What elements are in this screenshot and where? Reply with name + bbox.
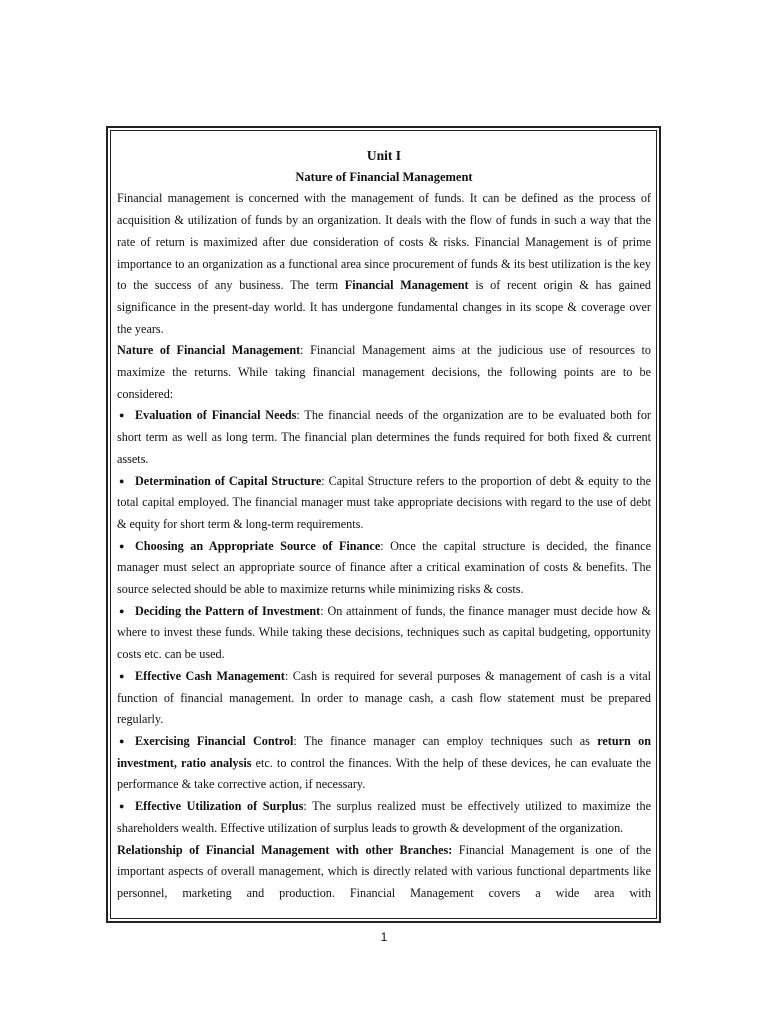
bullet-icon: ● [119,605,125,616]
bullet-investment-pattern [117,601,651,666]
relationship-paragraph [117,840,651,905]
bullet-cash-management [117,666,651,731]
bullet-source-of-finance [117,536,651,601]
bullet-term: Effective Cash Management [135,668,285,683]
bullet-evaluation [117,405,651,470]
relationship-text: Financial Management is one of the important aspects of overall management, which is directly related with various functional departments like personnel, marketing and production. Financial Management covers a wide area with [117,842,651,900]
nature-text: : Financial Management aims at the judicious use of resources to maximize the returns. While taking financial management decisions, the following points are to be considered: [117,343,651,401]
bullet-text: : The surplus realized must be effectively utilized to maximize the shareholders wealth. Effective utilization of surplus leads to growth & development of the organization. [117,799,651,835]
chapter-title: Nature of Financial Management [295,169,473,184]
bullet-term: Deciding the Pattern of Investment [135,603,321,618]
document-body [117,145,651,905]
relationship-heading: Relationship of Financial Management with other Branches: [117,842,453,857]
unit-title: Unit I [366,148,402,163]
bullet-term: Exercising Financial Control [135,733,294,748]
bullet-icon: ● [119,735,125,746]
bullet-icon: ● [119,801,125,812]
nature-paragraph [117,340,651,405]
bullet-financial-control [117,731,651,796]
bullet-text: : On attainment of funds, the finance manager must decide how & where to invest these funds. While taking these decisions, techniques such as capital budgeting, opportunity costs etc. can be used. [117,603,652,662]
bullet-icon: ● [119,540,125,551]
bullet-text: : Cash is required for several purposes & management of cash is a vital function of financial management. In order to manage cash, a cash flow statement must be prepared regularly. [117,668,651,727]
bullet-capital-structure [117,471,651,536]
page-inner-border [110,130,657,919]
bullet-term: Determination of Capital Structure [135,473,322,488]
bullet-icon: ● [119,670,125,681]
intro-paragraph [117,188,651,340]
bullet-emphasis: return on investment, ratio analysis [117,733,652,770]
intro-text-2: is of recent origin & has gained significance in the present-day world. It has undergone fundamental changes in its scope & coverage over the years. [117,278,651,336]
bullet-term: Evaluation of Financial Needs [135,408,297,423]
bullet-icon: ● [119,410,125,421]
bullet-text: : Once the capital structure is decided, the finance manager must select an appropriate source of finance after a critical examination of costs & benefits. The source selected should be able to maximize returns while minimizing risks & costs. [117,538,651,597]
page-border [106,126,661,923]
bullet-term: Effective Utilization of Surplus [135,799,304,814]
bullet-text: : The financial needs of the organization are to be evaluated both for short term as well as long term. The financial plan determines the funds required for both fixed & current assets. [117,408,651,466]
page-number: 1 [380,930,388,944]
bullet-icon: ● [119,475,125,486]
bullet-surplus [117,796,651,839]
bullet-term: Choosing an Appropriate Source of Finance [135,538,381,553]
bullet-text: : Capital Structure refers to the proportion of debt & equity to the total capital employed. The financial manager must take appropriate decisions with regard to the use of debt & equity for short term & long-term requirements. [117,473,651,531]
bullet-text-cont: etc. to control the finances. With the help of these devices, he can evaluate the performance & take corrective action, if necessary. [117,755,651,792]
intro-text-1: Financial management is concerned with the management of funds. It can be defined as the process of acquisition & utilization of funds by an organization. It deals with the flow of funds in such a way that the rate of return is maximized after due consideration of costs & risks. Financial Management is of prime importance to an organization as a functional area since procurement of funds & its best utilization is the key to the success of any business. The term [117,191,651,293]
intro-term: Financial Management [344,278,469,293]
nature-heading: Nature of Financial Management [117,343,301,358]
bullet-text: : The finance manager can employ techniques such as [293,733,598,748]
